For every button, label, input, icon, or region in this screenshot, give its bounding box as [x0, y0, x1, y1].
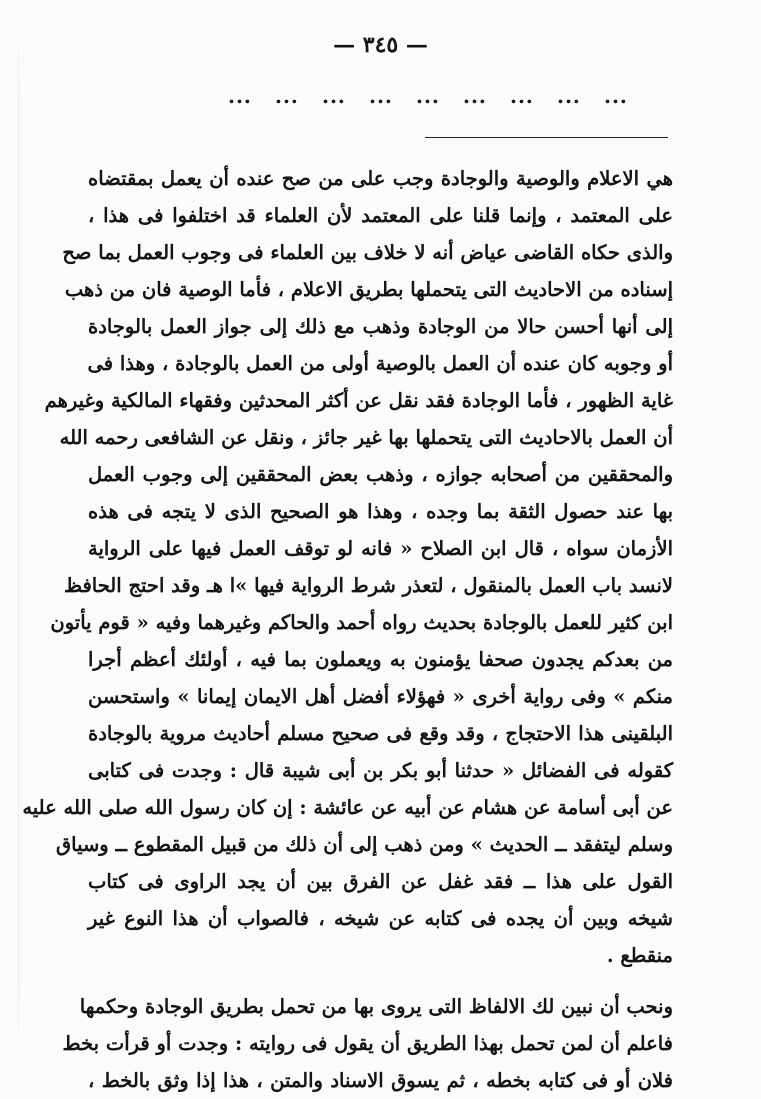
- text-line: منكم » وفى رواية أخرى « فهؤلاء أفضل أهل الايمان إيمانا » واستحسن: [88, 685, 673, 708]
- text-line: عن أبى أسامة عن هشام عن أبيه عن عائشة : إن كان رسول الله صلى الله عليه: [22, 796, 673, 819]
- text-line: البلقينى هذا الاحتجاج ، وقد وقع فى صحيح مسلم أحاديث مروية بالوجادة: [88, 722, 673, 745]
- text-line: هي الاعلام والوصية والوجادة وجب على من صح عنده أن يعمل بمقتضاه: [88, 167, 673, 190]
- page-number: — ٣٤٥ —: [333, 32, 428, 58]
- paragraph-2: [62, 988, 673, 1099]
- ellipsis-mark: ...: [510, 84, 534, 108]
- page-edge-shadow: [18, 0, 19, 1080]
- text-line: لانسد باب العمل بالمنقول ، لتعذر شرط الرواية فيها »ا هـ وقد احتج الحافظ: [63, 574, 673, 597]
- text-line: منقطع .: [606, 944, 673, 967]
- text-line: إلى أنها أحسن حالا من الوجادة وذهب مع ذلك إلى جواز العمل بالوجادة: [88, 315, 673, 338]
- text-line: فلان أو فى كتابه بخطه ، ثم يسوق الاسناد والمتن ، هذا إذا وثق بالخط ،: [88, 1069, 673, 1092]
- text-line: والمحققين من أصحابه جوازه ، وذهب بعض المحققين إلى وجوب العمل: [88, 463, 673, 486]
- paragraph-1: [22, 160, 673, 974]
- ellipsis-separator: [228, 84, 628, 108]
- text-line: القول على هذا ــ فقد غفل عن الفرق بين أن يجد الراوى فى كتاب: [88, 870, 673, 893]
- text-line: على المعتمد ، وإنما قلنا على المعتمد لأن العلماء قد اختلفوا فى هذا ،: [88, 204, 673, 227]
- ellipsis-mark: ...: [463, 84, 487, 108]
- ellipsis-mark: ...: [322, 84, 346, 108]
- text-line: أن العمل بالاحاديث التى يتحملها بها غير جائز ، ونقل عن الشافعى رحمه الله: [59, 426, 673, 449]
- text-line: ابن كثير للعمل بالوجادة بحديث رواه أحمد والحاكم وغيرهما وفيه « قوم يأتون: [50, 611, 673, 634]
- ellipsis-mark: ...: [557, 84, 581, 108]
- text-line: بها عند حصول الثقة بما وجده ، وهذا هو الصحيح الذى لا يتجه فى هذه: [88, 500, 673, 523]
- body-text: [22, 160, 673, 1099]
- text-line: إسناده من الاحاديث التى يتحملها بطريق الاعلام ، فأما الوصية فان من ذهب: [64, 278, 673, 301]
- text-line: والذى حكاه القاضى عياض أنه لا خلاف بين العلماء فى وجوب العمل بما صح: [62, 241, 673, 264]
- ellipsis-mark: ...: [228, 84, 252, 108]
- text-line: من بعدكم يجدون صحفا يؤمنون به ويعملون بما فيه ، أولئك أعظم أجرا: [88, 648, 673, 671]
- text-line: فاعلم أن لمن تحمل بهذا الطريق أن يقول فى روايته : وجدت أو قرأت بخط: [62, 1032, 673, 1055]
- ellipsis-mark: ...: [604, 84, 628, 108]
- ellipsis-mark: ...: [416, 84, 440, 108]
- section-divider: [425, 137, 668, 138]
- text-line: أو وجوبه كان عنده أن العمل بالوصية أولى من العمل بالوجادة ، وهذا فى: [87, 352, 673, 375]
- text-line: شيخه وبين أن يجده فى كتابه عن شيخه ، فالصواب أن هذا النوع غير: [88, 907, 673, 930]
- text-line: كقوله فى الفضائل « حدثنا أبو بكر بن أبى شيبة قال : وجدت فى كتابى: [88, 759, 673, 782]
- text-line: الأزمان سواه ، قال ابن الصلاح « فانه لو توقف العمل فيها على الرواية: [88, 537, 673, 560]
- paragraph-gap: [88, 974, 673, 988]
- text-line: ونحب أن نبين لك الالفاظ التى يروى بها من تحمل بطريق الوجادة وحكمها: [79, 995, 673, 1018]
- ellipsis-mark: ...: [369, 84, 393, 108]
- text-line: وسلم ليتفقد ــ الحديث » ومن ذهب إلى أن ذلك من قبيل المقطوع ــ وسياق: [56, 833, 673, 856]
- ellipsis-mark: ...: [275, 84, 299, 108]
- text-line: غاية الظهور ، فأما الوجادة فقد نقل عن أكثر المحدثين وفقهاء المالكية وغيرهم: [44, 389, 673, 412]
